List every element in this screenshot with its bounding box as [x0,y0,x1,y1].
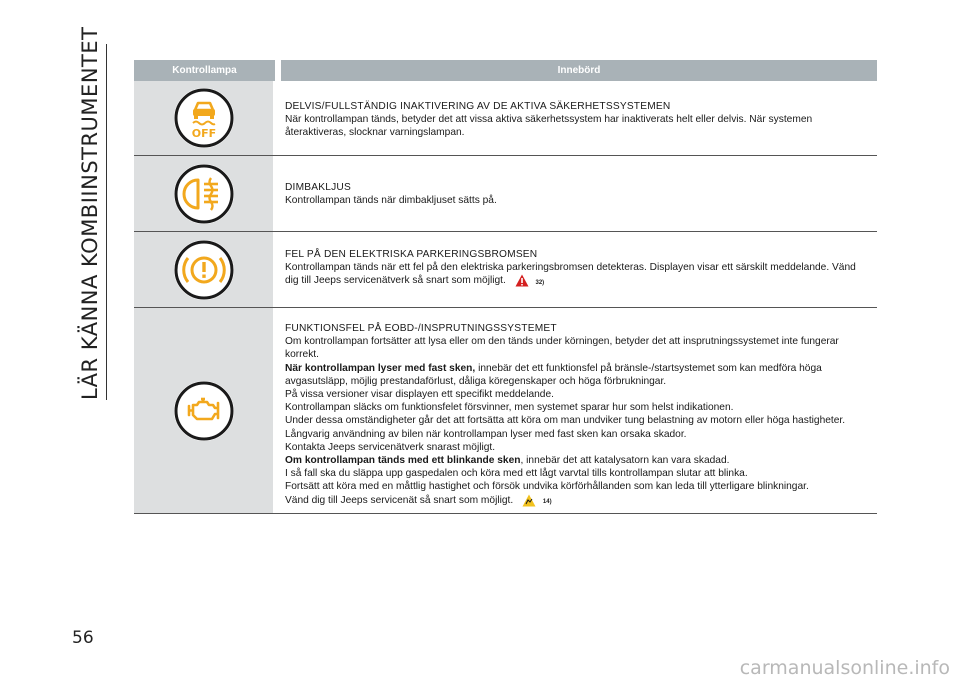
row-paragraph: Om kontrollampan fortsätter att lysa eller om den tänds under körningen, betyder det att insprutningssystemet inte fungerar korrekt. [285,336,839,361]
row-heading: FEL PÅ DEN ELEKTRISKA PARKERINGSBROMSEN [285,249,538,260]
row-paragraph: Kontrollampan släcks om funktionsfelet försvinner, men systemet sparar hur som helst indikationen. [285,402,734,414]
row-emphasis: Om kontrollampan tänds med ett blinkande sken [285,455,521,467]
svg-text:OFF: OFF [191,127,216,140]
row-text: Kontrollampan tänds när dimbakljuset sätts på. [285,195,497,207]
check-engine-icon [174,381,234,441]
row-paragraph: I så fall ska du släppa upp gaspedalen och köra med ett lågt varvtal tills kontrollampan slutar att blinka. [285,468,748,480]
row-paragraph: Fortsätt att köra med en måttlig hastighet och försök undvika körförhållanden som kan leda till ytterligare blinkningar. [285,481,809,493]
warning-lamp-table [134,60,877,514]
row-paragraph: På vissa versioner visar displayen ett specifikt meddelande. [285,389,554,401]
table-row [134,232,877,308]
table-row [134,156,877,232]
row-paragraph: innebär det ett funktionsfel på bränsle-/startsystemet som kan medföra höga avgasutsläpp, möjlig prestandaförlust, dåliga köregenskaper och höga förbrukningar. [285,362,822,387]
warning-triangle-icon [515,274,529,287]
row-paragraph: Under dessa omständigheter går det att fortsätta att köra om man undviker tung belastning av motorn eller höga hastigheter. Långvarig användning av bilen när kontrollampan lyser med fast sken kan orsaka skador. [285,415,846,440]
header-meaning: Innebörd [557,65,601,76]
parking-brake-fault-icon [174,240,234,300]
row-heading: FUNKTIONSFEL PÅ EOBD-/INSPRUTNINGSSYSTEMET [285,323,557,334]
row-emphasis: När kontrollampan lyser med fast sken, [285,362,476,374]
table-row [134,81,877,156]
row-paragraph: Kontakta Jeeps servicenätverk snarast möjligt. [285,441,496,453]
table-header [134,60,877,81]
footnote-ref: 14) [542,498,552,505]
table-row [134,308,877,514]
row-paragraph: , innebär det att katalysatorn kan vara skadad. [520,455,730,467]
row-text: När kontrollampan tänds, betyder det att vissa aktiva säkerhetssystem har inaktiverats helt eller delvis. När systemen återaktiveras, slocknar varningslampan. [285,114,813,139]
row-heading: DIMBAKLJUS [285,182,351,193]
header-lamp: Kontrollampa [172,65,237,76]
chapter-title: LÄR KÄNNA KOMBIINSTRUMENTET [78,26,102,400]
footnote-ref: 32) [535,279,545,286]
rear-fog-light-icon [174,164,234,224]
caution-triangle-icon [522,494,536,507]
row-text: Kontrollampan tänds när ett fel på den elektriska parkeringsbromsen detekteras. Displayen visar ett särskilt meddelande. Vänd dig till Jeeps servicenätverk så snart som möjligt. [285,262,856,287]
row-heading: DELVIS/FULLSTÄNDIG INAKTIVERING AV DE AKTIVA SÄKERHETSSYSTEMEN [285,101,671,112]
watermark: carmanualsonline.info [739,657,950,679]
esc-off-icon [174,88,234,148]
row-paragraph: Vänd dig till Jeeps servicenät så snart som möjligt. [285,494,514,506]
chapter-rule [106,44,107,400]
page-number: 56 [72,628,94,648]
